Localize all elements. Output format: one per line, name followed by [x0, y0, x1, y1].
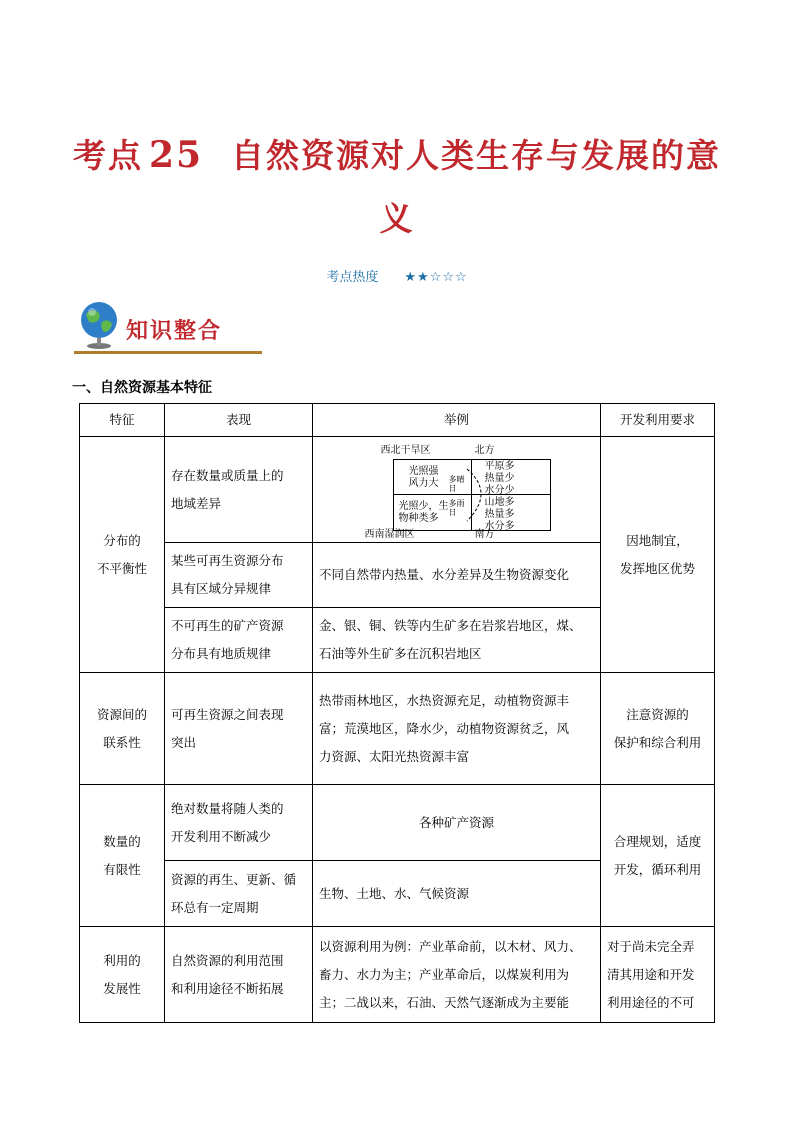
title-main: 自然资源对人类生存与发展的意: [231, 136, 722, 175]
requirement-text: 合理规划，适度 开发，循环利用: [613, 833, 702, 877]
example-cell: [313, 543, 601, 608]
diagram-label-south: 南方: [474, 528, 495, 540]
show-cell: [165, 437, 313, 543]
example-cell: [313, 437, 601, 543]
banner-rule: [74, 351, 262, 354]
diagram-label-northwest: 西北干旱区: [380, 444, 431, 456]
banner-label: 知识整合: [126, 319, 223, 344]
diagram-cell-northwest: 光照强 风力大: [408, 465, 439, 489]
diagram-cell-north: 平原多 热量少 水分少: [484, 460, 515, 496]
page-title-line2: 义: [379, 199, 415, 238]
diagram-cell-southwest: 光照少，生 物种类多: [398, 500, 449, 524]
show-cell: [165, 543, 313, 608]
example-cell: [313, 673, 601, 785]
requirement-text: 因地制宜， 发挥地区优势: [619, 532, 695, 576]
feature-cell: [80, 673, 165, 785]
show-text: 资源的再生、更新、循 环总有一定周期: [171, 871, 297, 915]
requirement-cell: [601, 785, 715, 927]
table-row: [80, 673, 715, 785]
example-text: 热带雨林地区，水热资源充足，动植物资源丰 富；荒漠地区，降水少，动植物资源贫乏，风 力资源、太阳光热资源丰富: [319, 692, 570, 764]
section-heading: 一、自然资源基本特征: [72, 380, 212, 396]
requirement-cell: [601, 673, 715, 785]
diagram-arrow-label: 多晴 日: [448, 474, 465, 493]
show-text: 不可再生的矿产资源 分布具有地质规律: [171, 618, 284, 661]
table-row: [80, 785, 715, 861]
requirement-text: 对于尚未完全弄 清其用途和开发 利用途径的不可: [607, 938, 695, 1010]
title-prefix: 考点: [72, 136, 143, 175]
requirement-cell: [601, 927, 715, 1023]
show-cell: [165, 927, 313, 1023]
example-text: 不同自然带内热量、水分差异及生物资源变化: [319, 567, 570, 582]
section-banner: [74, 300, 262, 354]
table-header-row: [80, 404, 715, 437]
page-title: [60, 130, 734, 177]
title-number: 25: [148, 134, 204, 176]
header-cell: 表现: [165, 404, 313, 437]
feature-cell: [80, 927, 165, 1023]
show-cell: [165, 608, 313, 673]
header-cell: 特征: [80, 404, 165, 437]
show-text: 自然资源的利用范围 和利用途径不断拓展: [171, 952, 284, 996]
example-text: 以资源利用为例：产业革命前，以木材、风力、 畜力、水力为主；产业革命后，以煤炭利用为 主；二战以来，石油、天然气逐渐成为主要能: [319, 938, 582, 1010]
example-cell: [313, 608, 601, 673]
show-cell: [165, 861, 313, 927]
diagram-label-southwest: 西南湿润区: [364, 528, 415, 540]
show-text: 某些可再生资源分布 具有区域分异规律: [171, 553, 284, 596]
feature-text: 分布的 不平衡性: [96, 532, 147, 576]
feature-cell: [80, 437, 165, 673]
heat-rating: [0, 266, 794, 285]
feature-table: [79, 403, 715, 1023]
region-diagram: [364, 443, 547, 540]
diagram-cell-south: 山地多 热量多 水分多: [484, 496, 515, 532]
show-text: 绝对数量将随人类的 开发利用不断减少: [171, 800, 284, 844]
requirement-cell: [601, 437, 715, 673]
requirement-text: 注意资源的 保护和综合利用: [613, 706, 702, 750]
show-text: 存在数量或质量上的 地域差异: [171, 467, 284, 511]
table-row: [80, 437, 715, 543]
heat-stars: ★★☆☆☆: [404, 270, 468, 285]
example-cell: [313, 861, 601, 927]
globe-icon: [76, 300, 122, 350]
feature-text: 资源间的 联系性: [96, 706, 147, 750]
header-cell: 举例: [313, 404, 601, 437]
example-cell: [313, 785, 601, 861]
heat-label: 考点热度: [326, 270, 379, 285]
diagram-label-north: 北方: [474, 444, 495, 456]
header-cell: 开发利用要求: [601, 404, 715, 437]
example-text: 生物、土地、水、气候资源: [319, 885, 470, 901]
show-cell: [165, 673, 313, 785]
feature-text: 数量的 有限性: [103, 833, 141, 877]
table-row: [80, 927, 715, 1023]
feature-cell: [80, 785, 165, 927]
diagram-arrow-label: 多雨 日: [448, 498, 465, 517]
dashed-arrow-icon: [463, 465, 503, 525]
show-text: 可再生资源之间表现 突出: [171, 706, 284, 750]
example-cell: [313, 927, 601, 1023]
example-text: 各种矿产资源: [418, 814, 494, 830]
example-text: 金、银、铜、铁等内生矿多在岩浆岩地区，煤、 石油等外生矿多在沉积岩地区: [319, 618, 582, 661]
show-cell: [165, 785, 313, 861]
feature-text: 利用的 发展性: [103, 952, 141, 996]
